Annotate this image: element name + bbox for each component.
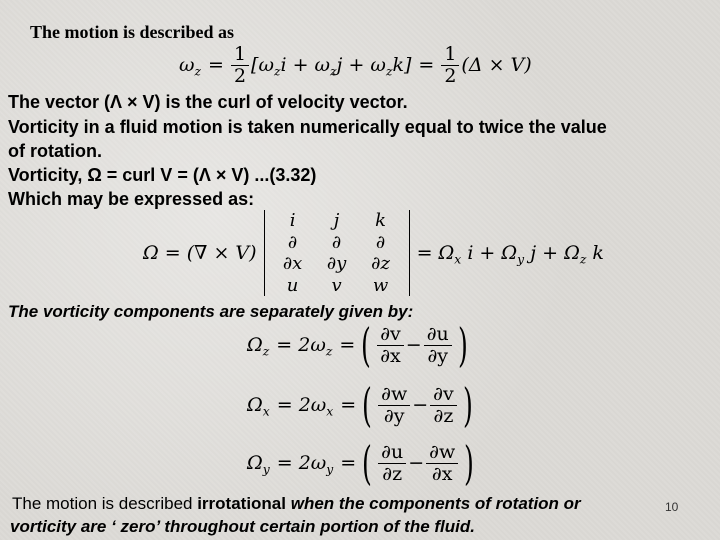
footer-b: irrotational [197,494,286,513]
c1-n2: ∂v [430,384,457,406]
eq1-t2-sub: z [330,64,337,79]
eq2-rhs-a-sub: x [454,252,462,267]
c0-d1: ∂x [380,344,401,367]
eq2-rhs-a: = Ω [416,242,455,264]
c2-minus: − [408,452,425,474]
c1-frac1 [378,384,410,427]
c1-sym: Ω [247,394,263,416]
determinant-matrix [264,210,410,296]
c2-frac2 [426,442,458,485]
text-line-2: Vorticity in a fluid motion is taken numerically equal to twice the value [8,117,607,137]
footer-line-2 [10,517,475,537]
text-line-5: Which may be expressed as: [8,189,255,209]
text-line-4: Vorticity, Ω = curl V = (Λ × V) ...(3.32) [8,165,317,185]
matrix-cell: ∂x [282,253,303,274]
eq1-lhs: ω [179,54,195,77]
c2-d2: ∂x [431,462,453,485]
eq1-rhs: (Δ × V) [461,54,532,77]
c1-d2: ∂z [433,404,454,427]
slide-title: The motion is described as [30,22,235,42]
c0-n1: ∂v [377,324,404,346]
matrix-cell: u [286,274,299,296]
c0-minus: − [405,334,422,356]
c0-frac1 [377,324,404,367]
c2-sym: Ω [247,452,263,474]
eq1-t1: i + ω [280,54,331,77]
c1-d1: ∂y [383,404,405,427]
page-number: 10 [665,500,679,514]
c0-mid: = 2ω [276,334,326,356]
footer-a: The motion is described [12,494,198,513]
omega-z-equation [178,44,533,87]
eq1-equals: = [208,54,224,77]
eq2-rhs-b: i + Ω [467,242,518,264]
c0-d2: ∂y [427,344,449,367]
c0-rparen: ) [457,318,468,372]
eq1-t1-sub: z [273,64,281,79]
eq2-rhs-c: j + Ω [530,242,580,264]
c1-frac2 [430,384,457,427]
c0-sym: Ω [247,334,263,356]
c2-sub: y [262,462,270,477]
matrix-cell: ∂ [287,231,298,253]
c2-d1: ∂z [382,462,403,485]
text-line-1: The vector (Λ × V) is the curl of velocity vector. [8,92,408,112]
eq2-rhs-b-sub: y [517,252,525,267]
c1-rparen: ) [462,378,473,432]
text-line-3: of rotation. [8,141,102,161]
c2-mid: = 2ω [276,452,327,474]
c2-lparen: ( [362,436,373,490]
eq2-rhs-d: k [592,242,604,264]
half-num-2: 1 [441,44,459,66]
footer-c: when the components of rotation or [286,494,581,513]
c1-equals: = [340,394,357,416]
c1-minus: − [412,394,429,416]
eq1-lhs-sub: z [194,64,202,79]
omega-y-component [246,436,479,490]
half-den: 2 [233,64,247,87]
half-num: 1 [231,44,249,66]
c1-sub: x [262,404,270,419]
matrix-cell: ∂ [375,231,386,253]
matrix-cell: ∂ [331,231,342,253]
matrix-cell: i [289,210,296,231]
c2-frac1 [378,442,406,485]
eq1-bracket: [ω [251,54,274,77]
footer-line-1 [12,494,581,514]
c0-n2: ∂u [424,324,452,346]
c1-mid: = 2ω [276,394,327,416]
c2-n1: ∂u [378,442,406,464]
c1-n1: ∂w [378,384,410,406]
omega-z-component [246,318,473,372]
c1-lparen: ( [362,378,373,432]
eq1-t3-sub: z [385,64,393,79]
omega-x-component [246,378,478,432]
c0-equals: = [339,334,356,356]
c2-mid-sub: y [326,462,334,477]
c0-sub: z [262,344,270,359]
matrix-cell: v [331,274,342,296]
c2-equals: = [340,452,357,474]
c1-mid-sub: x [326,404,334,419]
matrix-cell: ∂z [371,253,390,274]
c0-frac2 [424,324,452,367]
eq1-half-2 [441,44,459,87]
c2-rparen: ) [464,436,475,490]
c0-lparen: ( [361,318,372,372]
eq1-equals-2: = [418,54,435,77]
eq2-lhs: Ω = (∇ × V) [143,242,257,264]
matrix-cell: ∂y [326,253,347,274]
matrix-cell: k [375,210,387,231]
c2-n2: ∂w [426,442,458,464]
footer-d: vorticity are ‘ zero’ throughout certain portion of the fluid. [10,517,475,536]
half-den-2: 2 [444,64,457,87]
eq1-half [231,44,249,87]
eq1-t3: k] [392,54,412,77]
c0-mid-sub: z [325,344,333,359]
eq2-rhs-c-sub: z [579,252,587,267]
eq1-t2: j + ω [336,54,386,77]
matrix-cell: w [372,274,389,296]
components-heading: The vorticity components are separately given by: [8,302,414,321]
curl-determinant-equation [142,210,605,296]
matrix-cell: j [333,210,340,231]
